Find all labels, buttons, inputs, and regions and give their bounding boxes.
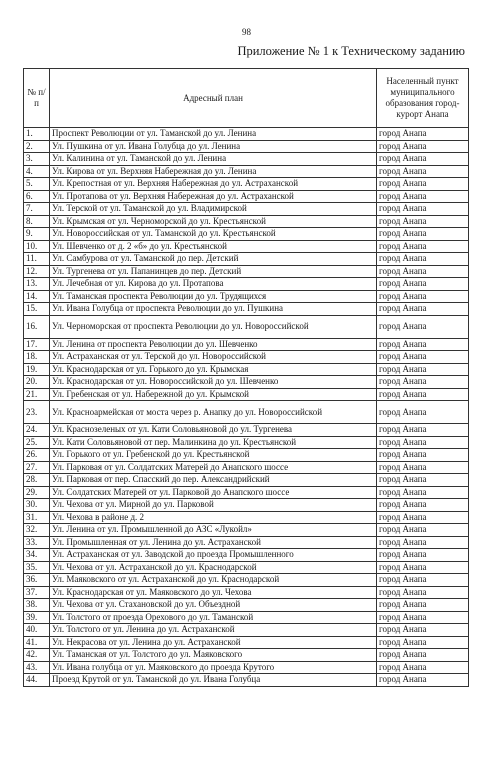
table-row xyxy=(24,338,469,351)
row-settlement: город Анапа xyxy=(377,574,469,587)
row-address: Ул. Новороссийская от ул. Таманской до ул. Крестьянской xyxy=(50,228,377,241)
row-settlement: город Анапа xyxy=(377,215,469,228)
row-number: 25. xyxy=(24,436,50,449)
table-row xyxy=(24,561,469,574)
page-number: 98 xyxy=(242,27,251,37)
table-row xyxy=(24,461,469,474)
appendix-title: Приложение № 1 к Техническому заданию xyxy=(237,44,465,58)
row-settlement: город Анапа xyxy=(377,586,469,599)
row-settlement: город Анапа xyxy=(377,474,469,487)
row-settlement: город Анапа xyxy=(377,461,469,474)
row-address: Ул. Красноармейская от моста через р. Анапку до ул. Новороссийской xyxy=(50,401,377,424)
row-number: 43. xyxy=(24,661,50,674)
row-address: Ул. Черноморская от проспекта Революции до ул. Новороссийской xyxy=(50,315,377,338)
row-address: Ул. Ленина от ул. Промышленной до АЗС «Лукойл» xyxy=(50,524,377,537)
row-number: 36. xyxy=(24,574,50,587)
row-address: Ул. Гребенская от ул. Набережной до ул. Крымской xyxy=(50,388,377,401)
row-address: Ул. Лечебная от ул. Кирова до ул. Протапова xyxy=(50,278,377,291)
table-row xyxy=(24,215,469,228)
table-row xyxy=(24,401,469,424)
table-row xyxy=(24,315,469,338)
row-address: Ул. Калинина от ул. Таманской до ул. Ленина xyxy=(50,153,377,166)
row-settlement: город Анапа xyxy=(377,140,469,153)
row-number: 8. xyxy=(24,215,50,228)
row-settlement: город Анапа xyxy=(377,265,469,278)
row-settlement: город Анапа xyxy=(377,524,469,537)
row-settlement: город Анапа xyxy=(377,674,469,687)
row-settlement: город Анапа xyxy=(377,649,469,662)
row-settlement: город Анапа xyxy=(377,128,469,141)
table-header-row xyxy=(24,69,469,128)
address-plan-table xyxy=(23,68,469,687)
table-row xyxy=(24,351,469,364)
row-settlement: город Анапа xyxy=(377,511,469,524)
table-row xyxy=(24,436,469,449)
table-row xyxy=(24,278,469,291)
row-number: 29. xyxy=(24,486,50,499)
row-address: Ул. Краснодарская от ул. Маяковского до ул. Чехова xyxy=(50,586,377,599)
row-number: 24. xyxy=(24,424,50,437)
row-number: 7. xyxy=(24,203,50,216)
row-settlement: город Анапа xyxy=(377,561,469,574)
row-number: 21. xyxy=(24,388,50,401)
row-settlement: город Анапа xyxy=(377,376,469,389)
table-row xyxy=(24,661,469,674)
row-address: Проезд Крутой от ул. Таманской до ул. Ивана Голубца xyxy=(50,674,377,687)
table-row xyxy=(24,549,469,562)
row-number: 37. xyxy=(24,586,50,599)
row-number: 42. xyxy=(24,649,50,662)
table-row xyxy=(24,253,469,266)
table-row xyxy=(24,611,469,624)
table-row xyxy=(24,190,469,203)
row-number: 33. xyxy=(24,536,50,549)
table-row xyxy=(24,499,469,512)
row-address: Ул. Краснодарская от ул. Горького до ул. Крымская xyxy=(50,363,377,376)
row-settlement: город Анапа xyxy=(377,388,469,401)
row-settlement: город Анапа xyxy=(377,190,469,203)
row-address: Ул. Протапова от ул. Верхняя Набережная до ул. Астраханской xyxy=(50,190,377,203)
row-number: 40. xyxy=(24,624,50,637)
row-number: 23. xyxy=(24,401,50,424)
row-address: Ул. Парковая от ул. Солдатских Матерей до Анапского шоссе xyxy=(50,461,377,474)
table-row xyxy=(24,388,469,401)
row-number: 1. xyxy=(24,128,50,141)
row-number: 11. xyxy=(24,253,50,266)
table-row xyxy=(24,424,469,437)
row-settlement: город Анапа xyxy=(377,661,469,674)
row-settlement: город Анапа xyxy=(377,178,469,191)
row-settlement: город Анапа xyxy=(377,599,469,612)
row-address: Ул. Шевченко от д. 2 «б» до ул. Крестьянской xyxy=(50,240,377,253)
row-settlement: город Анапа xyxy=(377,253,469,266)
row-address: Ул. Кирова от ул. Верхняя Набережная до ул. Ленина xyxy=(50,165,377,178)
row-number: 9. xyxy=(24,228,50,241)
table-row xyxy=(24,228,469,241)
row-settlement: город Анапа xyxy=(377,536,469,549)
table-row xyxy=(24,376,469,389)
row-settlement: город Анапа xyxy=(377,424,469,437)
row-address: Ул. Солдатских Матерей от ул. Парковой до Анапского шоссе xyxy=(50,486,377,499)
row-number: 16. xyxy=(24,315,50,338)
row-number: 31. xyxy=(24,511,50,524)
row-address: Ул. Терской от ул. Таманской до ул. Владимирской xyxy=(50,203,377,216)
row-address: Ул. Горького от ул. Гребенской до ул. Крестьянской xyxy=(50,449,377,462)
row-settlement: город Анапа xyxy=(377,611,469,624)
row-address: Ул. Таманская проспекта Революции до ул. Трудящихся xyxy=(50,290,377,303)
row-number: 15. xyxy=(24,303,50,316)
row-address: Ул. Чехова от ул. Мирной до ул. Парковой xyxy=(50,499,377,512)
row-number: 10. xyxy=(24,240,50,253)
row-settlement: город Анапа xyxy=(377,278,469,291)
row-address: Ул. Некрасова от ул. Ленина до ул. Астраханской xyxy=(50,636,377,649)
row-number: 27. xyxy=(24,461,50,474)
row-number: 13. xyxy=(24,278,50,291)
header-number: № п/п xyxy=(24,69,50,128)
row-number: 5. xyxy=(24,178,50,191)
row-address: Ул. Крымская от ул. Черноморской до ул. Крестьянской xyxy=(50,215,377,228)
row-address: Ул. Таманская от ул. Толстого до ул. Маяковского xyxy=(50,649,377,662)
row-number: 34. xyxy=(24,549,50,562)
row-number: 44. xyxy=(24,674,50,687)
table-row xyxy=(24,140,469,153)
row-number: 26. xyxy=(24,449,50,462)
header-settlement: Населенный пункт муниципального образования город-курорт Анапа xyxy=(377,69,469,128)
row-address: Ул. Парковая от пер. Спасский до пер. Александрийский xyxy=(50,474,377,487)
row-settlement: город Анапа xyxy=(377,165,469,178)
row-number: 30. xyxy=(24,499,50,512)
row-settlement: город Анапа xyxy=(377,624,469,637)
table-row xyxy=(24,178,469,191)
row-address: Ул. Толстого от ул. Ленина до ул. Астраханской xyxy=(50,624,377,637)
row-address: Ул. Ленина от проспекта Революции до ул. Шевченко xyxy=(50,338,377,351)
row-settlement: город Анапа xyxy=(377,315,469,338)
table-row xyxy=(24,524,469,537)
row-number: 35. xyxy=(24,561,50,574)
table-row xyxy=(24,474,469,487)
row-settlement: город Анапа xyxy=(377,486,469,499)
row-settlement: город Анапа xyxy=(377,636,469,649)
row-settlement: город Анапа xyxy=(377,449,469,462)
row-address: Ул. Кати Соловьяновой от пер. Малинкина до ул. Крестьянской xyxy=(50,436,377,449)
row-number: 20. xyxy=(24,376,50,389)
table-row xyxy=(24,674,469,687)
row-address: Ул. Ивана Голубца от проспекта Революции до ул. Пушкина xyxy=(50,303,377,316)
table-row xyxy=(24,128,469,141)
table-body xyxy=(24,128,469,687)
row-settlement: город Анапа xyxy=(377,303,469,316)
row-address: Ул. Промышленная от ул. Ленина до ул. Астраханской xyxy=(50,536,377,549)
row-number: 2. xyxy=(24,140,50,153)
header-address-plan: Адресный план xyxy=(50,69,377,128)
row-address: Ул. Маяковского от ул. Астраханской до ул. Краснодарской xyxy=(50,574,377,587)
row-address: Ул. Астраханская от ул. Заводской до проезда Промышленного xyxy=(50,549,377,562)
table-row xyxy=(24,636,469,649)
row-settlement: город Анапа xyxy=(377,351,469,364)
table-row xyxy=(24,153,469,166)
row-number: 19. xyxy=(24,363,50,376)
row-settlement: город Анапа xyxy=(377,240,469,253)
row-settlement: город Анапа xyxy=(377,363,469,376)
row-address: Ул. Чехова от ул. Стахановской до ул. Объездной xyxy=(50,599,377,612)
table-row xyxy=(24,265,469,278)
row-address: Ул. Краснодарская от ул. Новороссийской до ул. Шевченко xyxy=(50,376,377,389)
row-address: Ул. Самбурова от ул. Таманской до пер. Детский xyxy=(50,253,377,266)
table-row xyxy=(24,363,469,376)
row-address: Ул. Чехова в районе д. 2 xyxy=(50,511,377,524)
row-number: 14. xyxy=(24,290,50,303)
row-settlement: город Анапа xyxy=(377,228,469,241)
row-settlement: город Анапа xyxy=(377,290,469,303)
table-row xyxy=(24,240,469,253)
row-address: Ул. Крепостная от ул. Верхняя Набережная до ул. Астраханской xyxy=(50,178,377,191)
row-address: Ул. Тургенева от ул. Папанинцев до пер. Детский xyxy=(50,265,377,278)
row-address: Проспект Революции от ул. Таманской до ул. Ленина xyxy=(50,128,377,141)
table-row xyxy=(24,290,469,303)
row-settlement: город Анапа xyxy=(377,401,469,424)
row-address: Ул. Чехова от ул. Астраханской до ул. Краснодарской xyxy=(50,561,377,574)
row-settlement: город Анапа xyxy=(377,436,469,449)
table-row xyxy=(24,536,469,549)
row-settlement: город Анапа xyxy=(377,549,469,562)
row-address: Ул. Пушкина от ул. Ивана Голубца до ул. Ленина xyxy=(50,140,377,153)
table-row xyxy=(24,649,469,662)
row-number: 6. xyxy=(24,190,50,203)
row-address: Ул. Астраханская от ул. Терской до ул. Новороссийской xyxy=(50,351,377,364)
row-settlement: город Анапа xyxy=(377,203,469,216)
row-address: Ул. Толстого от проезда Орехового до ул. Таманской xyxy=(50,611,377,624)
row-address: Ул. Краснозеленых от ул. Кати Соловьяновой до ул. Тургенева xyxy=(50,424,377,437)
row-number: 18. xyxy=(24,351,50,364)
row-number: 39. xyxy=(24,611,50,624)
table-row xyxy=(24,165,469,178)
row-settlement: город Анапа xyxy=(377,499,469,512)
row-settlement: город Анапа xyxy=(377,153,469,166)
table-row xyxy=(24,303,469,316)
row-number: 12. xyxy=(24,265,50,278)
row-number: 41. xyxy=(24,636,50,649)
row-settlement: город Анапа xyxy=(377,338,469,351)
row-address: Ул. Ивана голубца от ул. Маяковского до проезда Крутого xyxy=(50,661,377,674)
table-row xyxy=(24,486,469,499)
row-number: 38. xyxy=(24,599,50,612)
row-number: 4. xyxy=(24,165,50,178)
table-row xyxy=(24,203,469,216)
table-row xyxy=(24,511,469,524)
table-row xyxy=(24,574,469,587)
row-number: 28. xyxy=(24,474,50,487)
table-row xyxy=(24,586,469,599)
row-number: 17. xyxy=(24,338,50,351)
table-row xyxy=(24,449,469,462)
table-row xyxy=(24,624,469,637)
row-number: 3. xyxy=(24,153,50,166)
row-number: 32. xyxy=(24,524,50,537)
table-row xyxy=(24,599,469,612)
